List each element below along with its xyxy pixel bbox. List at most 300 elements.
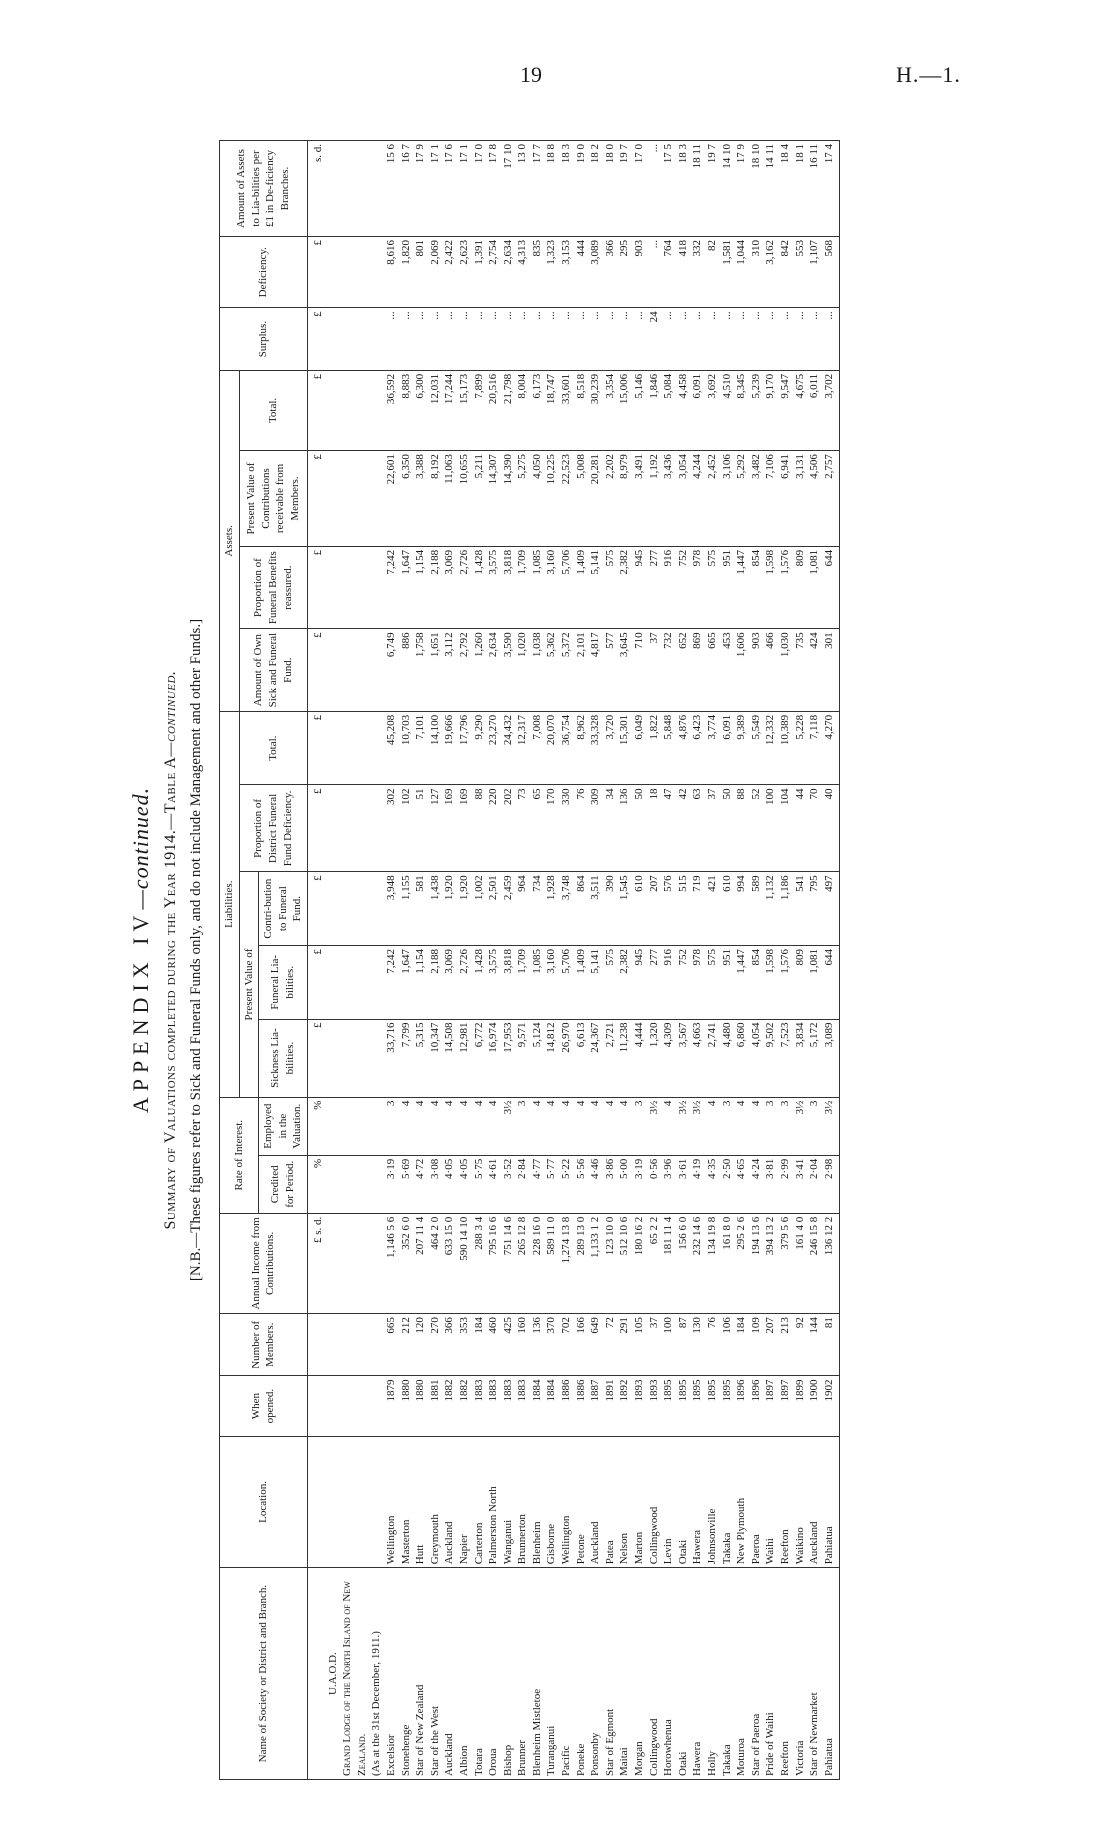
liabilities-total: 3,720: [603, 711, 618, 785]
deficiency: 4,313: [515, 237, 530, 308]
own-fund: 1,020: [515, 629, 530, 711]
own-fund: 869: [690, 629, 705, 711]
branch-name: Takaka: [720, 1568, 735, 1780]
location: Auckland: [442, 1436, 457, 1568]
own-fund: 37: [647, 629, 662, 711]
table-row: [647, 141, 662, 1780]
present-value-receivable: 3,106: [720, 451, 735, 547]
member-count: 270: [428, 1314, 443, 1376]
member-count: 291: [617, 1314, 632, 1376]
rate-credited: 4·72: [413, 1155, 428, 1213]
annual-income: 265 12 8: [515, 1213, 530, 1313]
present-value-receivable: 5,275: [515, 451, 530, 547]
assets-total: 20,516: [486, 370, 501, 450]
location: Waihi: [763, 1436, 778, 1568]
assets-total: 33,601: [559, 370, 574, 450]
member-count: 460: [486, 1314, 501, 1376]
liabilities-total: 19,666: [442, 711, 457, 785]
year-opened: 1896: [734, 1376, 749, 1436]
surplus: ...: [457, 308, 472, 370]
member-count: 649: [588, 1314, 603, 1376]
rate-credited: 4·35: [705, 1155, 720, 1213]
funeral-contribution: 421: [705, 872, 720, 946]
assets-per-pound: 18 1: [793, 141, 808, 237]
own-fund: 735: [793, 629, 808, 711]
surplus: ...: [763, 308, 778, 370]
table-row: [734, 141, 749, 1780]
rate-credited: 4·61: [486, 1155, 501, 1213]
assets-per-pound: 15 6: [384, 141, 399, 237]
rate-employed: 3½: [793, 1097, 808, 1155]
proportion-benefits: 5,141: [588, 546, 603, 628]
rate-employed: 4: [603, 1097, 618, 1155]
sickness-liabilities: 2,721: [603, 1019, 618, 1097]
location: Brunnerton: [515, 1436, 530, 1568]
proportion-benefits: 3,160: [544, 546, 559, 628]
member-count: 702: [559, 1314, 574, 1376]
table-body: [307, 141, 839, 1780]
branch-name: Turanganui: [544, 1568, 559, 1780]
location: Nelson: [617, 1436, 632, 1568]
location: New Plymouth: [734, 1436, 749, 1568]
district-deficiency: 169: [457, 785, 472, 872]
own-fund: 1,030: [778, 629, 793, 711]
branch-name: Star of Paeroa: [749, 1568, 764, 1780]
branch-name: Horowhenua: [661, 1568, 676, 1780]
liabilities-total: 5,848: [661, 711, 676, 785]
table-row: [720, 141, 735, 1780]
proportion-benefits: 3,069: [442, 546, 457, 628]
assets-total: 7,899: [472, 370, 487, 450]
district-deficiency: 76: [574, 785, 589, 872]
rate-credited: 3·86: [603, 1155, 618, 1213]
proportion-benefits: 644: [822, 546, 840, 628]
rate-employed: 3½: [822, 1097, 840, 1155]
rate-employed: 4: [705, 1097, 720, 1155]
year-opened: 1882: [442, 1376, 457, 1436]
assets-per-pound: 17 0: [472, 141, 487, 237]
own-fund: 5,362: [544, 629, 559, 711]
surplus: ...: [778, 308, 793, 370]
member-count: 106: [720, 1314, 735, 1376]
proportion-benefits: 916: [661, 546, 676, 628]
rate-credited: 2·84: [515, 1155, 530, 1213]
rate-employed: 4: [457, 1097, 472, 1155]
branch-name: Star of Egmont: [603, 1568, 618, 1780]
location: Collingwood: [647, 1436, 662, 1568]
member-count: 136: [530, 1314, 545, 1376]
branch-name: Moturoa: [734, 1568, 749, 1780]
table-row: [472, 141, 487, 1780]
liabilities-total: 6,423: [690, 711, 705, 785]
branch-name: Bishop: [501, 1568, 516, 1780]
own-fund: 1,038: [530, 629, 545, 711]
district-deficiency: 170: [544, 785, 559, 872]
liabilities-total: 4,270: [822, 711, 840, 785]
sickness-liabilities: 9,571: [515, 1019, 530, 1097]
funeral-liabilities: 1,081: [807, 945, 822, 1019]
own-fund: 301: [822, 629, 840, 711]
funeral-contribution: 2,459: [501, 872, 516, 946]
member-count: 184: [734, 1314, 749, 1376]
assets-per-pound: 17 0: [632, 141, 647, 237]
table-row: [413, 141, 428, 1780]
deficiency: 3,153: [559, 237, 574, 308]
liabilities-total: 45,208: [384, 711, 399, 785]
header-rate-credited: Credited for Period.: [259, 1155, 308, 1213]
liabilities-total: 9,290: [472, 711, 487, 785]
own-fund: 903: [749, 629, 764, 711]
table-row: [661, 141, 676, 1780]
annual-income: 161 4 0: [793, 1213, 808, 1313]
rate-employed: 4: [413, 1097, 428, 1155]
location: Napier: [457, 1436, 472, 1568]
assets-total: 9,170: [763, 370, 778, 450]
rate-credited: 4·19: [690, 1155, 705, 1213]
surplus: ...: [588, 308, 603, 370]
annual-income: 228 16 0: [530, 1213, 545, 1313]
assets-total: 12,031: [428, 370, 443, 450]
funeral-liabilities: 978: [690, 945, 705, 1019]
year-opened: 1896: [749, 1376, 764, 1436]
rate-employed: 4: [530, 1097, 545, 1155]
appendix-title: APPENDIX IV: [128, 909, 153, 1114]
header-members: Number of Members.: [220, 1314, 308, 1376]
member-count: 76: [705, 1314, 720, 1376]
annual-income: 512 10 6: [617, 1213, 632, 1313]
deficiency: 1,323: [544, 237, 559, 308]
own-fund: 453: [720, 629, 735, 711]
year-opened: 1897: [763, 1376, 778, 1436]
deficiency: 2,422: [442, 237, 457, 308]
surplus: ...: [632, 308, 647, 370]
sickness-liabilities: 14,812: [544, 1019, 559, 1097]
district-deficiency: 18: [647, 785, 662, 872]
member-count: 160: [515, 1314, 530, 1376]
rate-credited: 3·61: [676, 1155, 691, 1213]
proportion-benefits: 1,428: [472, 546, 487, 628]
surplus: ...: [501, 308, 516, 370]
own-fund: 1,260: [472, 629, 487, 711]
deficiency: 366: [603, 237, 618, 308]
section-row: [369, 141, 384, 1780]
note-line: [N.B.—These figures refer to Sick and Funeral Funds only, and do not include Management and other Funds.]: [188, 618, 204, 1282]
section-date: (As at the 31st December, 1911.): [369, 1568, 384, 1780]
annual-income: 123 10 0: [603, 1213, 618, 1313]
assets-per-pound: ...: [647, 141, 662, 237]
deficiency: 903: [632, 237, 647, 308]
rate-employed: 3: [632, 1097, 647, 1155]
assets-total: 15,006: [617, 370, 632, 450]
appendix-suffix: —continued.: [128, 786, 153, 910]
district-deficiency: 330: [559, 785, 574, 872]
assets-total: 3,692: [705, 370, 720, 450]
funeral-contribution: 1,002: [472, 872, 487, 946]
funeral-contribution: 589: [749, 872, 764, 946]
rate-employed: 4: [734, 1097, 749, 1155]
district-deficiency: 42: [676, 785, 691, 872]
table-row: [603, 141, 618, 1780]
deficiency: 444: [574, 237, 589, 308]
present-value-receivable: 6,941: [778, 451, 793, 547]
rate-credited: 2·99: [778, 1155, 793, 1213]
deficiency: 3,162: [763, 237, 778, 308]
header-funeral: Funeral Lia-bilities.: [259, 945, 308, 1019]
branch-name: Ponsonby: [588, 1568, 603, 1780]
header-sickness: Sickness Lia-bilities.: [259, 1019, 308, 1097]
district-deficiency: 63: [690, 785, 705, 872]
table-row: [515, 141, 530, 1780]
funeral-liabilities: 2,382: [617, 945, 632, 1019]
funeral-liabilities: 7,242: [384, 945, 399, 1019]
annual-income: 134 19 8: [705, 1213, 720, 1313]
deficiency: 568: [822, 237, 840, 308]
district-deficiency: 34: [603, 785, 618, 872]
surplus: ...: [384, 308, 399, 370]
table-row: [749, 141, 764, 1780]
proportion-benefits: 3,818: [501, 546, 516, 628]
rate-employed: 4: [486, 1097, 501, 1155]
own-fund: 3,590: [501, 629, 516, 711]
annual-income: 246 15 8: [807, 1213, 822, 1313]
assets-total: 5,084: [661, 370, 676, 450]
own-fund: 424: [807, 629, 822, 711]
header-present-value: Present Value of: [239, 872, 259, 1097]
surplus: ...: [734, 308, 749, 370]
member-count: 120: [413, 1314, 428, 1376]
header-district-deficiency: Proportion of District Funeral Fund Deficiency.: [239, 785, 307, 872]
own-fund: 2,792: [457, 629, 472, 711]
header-location: Location.: [220, 1436, 308, 1568]
liabilities-total: 7,008: [530, 711, 545, 785]
rate-employed: 4: [472, 1097, 487, 1155]
sickness-liabilities: 6,772: [472, 1019, 487, 1097]
own-fund: 466: [763, 629, 778, 711]
rate-credited: 3·19: [384, 1155, 399, 1213]
proportion-benefits: 951: [720, 546, 735, 628]
unit-cell: £: [307, 711, 325, 785]
table-row: [399, 141, 414, 1780]
funeral-liabilities: 854: [749, 945, 764, 1019]
table-row: [632, 141, 647, 1780]
header-row-1: [220, 141, 240, 1780]
district-deficiency: 52: [749, 785, 764, 872]
sickness-liabilities: 5,172: [807, 1019, 822, 1097]
units-row: [307, 141, 325, 1780]
annual-income: 65 2 2: [647, 1213, 662, 1313]
liabilities-total: 24,432: [501, 711, 516, 785]
sickness-liabilities: 12,981: [457, 1019, 472, 1097]
proportion-benefits: 7,242: [384, 546, 399, 628]
assets-total: 6,300: [413, 370, 428, 450]
member-count: 370: [544, 1314, 559, 1376]
location: Petone: [574, 1436, 589, 1568]
year-opened: 1893: [632, 1376, 647, 1436]
location: Hawera: [690, 1436, 705, 1568]
header-assets-per-pound: Amount of Assets to Lia-bilities per £1 in De-ficiency Branches.: [220, 141, 308, 237]
assets-per-pound: 17 6: [442, 141, 457, 237]
annual-income: 394 13 2: [763, 1213, 778, 1313]
unit-cell: £: [307, 370, 325, 450]
assets-per-pound: 14 10: [720, 141, 735, 237]
rate-credited: 3·41: [793, 1155, 808, 1213]
rate-credited: 2·98: [822, 1155, 840, 1213]
unit-cell: £: [307, 451, 325, 547]
branch-name: Excelsior: [384, 1568, 399, 1780]
proportion-benefits: 575: [705, 546, 720, 628]
present-value-receivable: 2,757: [822, 451, 840, 547]
branch-name: Victoria: [793, 1568, 808, 1780]
annual-income: 232 14 6: [690, 1213, 705, 1313]
branch-name: Star of Newmarket: [807, 1568, 822, 1780]
assets-total: 3,702: [822, 370, 840, 450]
surplus: ...: [676, 308, 691, 370]
assets-per-pound: 16 7: [399, 141, 414, 237]
district-deficiency: 220: [486, 785, 501, 872]
funeral-liabilities: 2,726: [457, 945, 472, 1019]
district-deficiency: 127: [428, 785, 443, 872]
funeral-contribution: 1,920: [442, 872, 457, 946]
assets-total: 18,747: [544, 370, 559, 450]
present-value-receivable: 20,281: [588, 451, 603, 547]
present-value-receivable: 3,388: [413, 451, 428, 547]
funeral-liabilities: 945: [632, 945, 647, 1019]
funeral-liabilities: 1,576: [778, 945, 793, 1019]
rate-employed: 3: [515, 1097, 530, 1155]
present-value-receivable: 5,292: [734, 451, 749, 547]
assets-total: 5,239: [749, 370, 764, 450]
sickness-liabilities: 9,502: [763, 1019, 778, 1097]
own-fund: 3,645: [617, 629, 632, 711]
member-count: 130: [690, 1314, 705, 1376]
branch-name: Poneke: [574, 1568, 589, 1780]
deficiency: 835: [530, 237, 545, 308]
branch-name: Star of New Zealand: [413, 1568, 428, 1780]
assets-total: 9,547: [778, 370, 793, 450]
assets-total: 30,239: [588, 370, 603, 450]
table-row: [501, 141, 516, 1780]
surplus: ...: [413, 308, 428, 370]
member-count: 212: [399, 1314, 414, 1376]
header-contribution: Contri-bution to Funeral Fund.: [259, 872, 308, 946]
funeral-liabilities: 3,069: [442, 945, 457, 1019]
member-count: 81: [822, 1314, 840, 1376]
own-fund: 665: [705, 629, 720, 711]
unit-cell: £: [307, 629, 325, 711]
location: Carterton: [472, 1436, 487, 1568]
funeral-contribution: 541: [793, 872, 808, 946]
district-deficiency: 51: [413, 785, 428, 872]
header-opened: When opened.: [220, 1376, 308, 1436]
branch-name: Morgan: [632, 1568, 647, 1780]
page-number: 19: [520, 62, 542, 87]
location: Paeroa: [749, 1436, 764, 1568]
funeral-liabilities: 3,160: [544, 945, 559, 1019]
assets-per-pound: 17 4: [822, 141, 840, 237]
deficiency: 2,754: [486, 237, 501, 308]
rate-credited: 5·77: [544, 1155, 559, 1213]
year-opened: 1899: [793, 1376, 808, 1436]
year-opened: 1895: [676, 1376, 691, 1436]
member-count: 109: [749, 1314, 764, 1376]
own-fund: 652: [676, 629, 691, 711]
liabilities-total: 10,389: [778, 711, 793, 785]
annual-income: 295 2 6: [734, 1213, 749, 1313]
liabilities-total: 6,049: [632, 711, 647, 785]
header-rate-group: Rate of Interest.: [220, 1097, 259, 1213]
annual-income: 181 11 4: [661, 1213, 676, 1313]
branch-name: Totara: [472, 1568, 487, 1780]
proportion-benefits: 2,726: [457, 546, 472, 628]
proportion-benefits: 1,154: [413, 546, 428, 628]
liabilities-total: 7,118: [807, 711, 822, 785]
rate-credited: 4·65: [734, 1155, 749, 1213]
annual-income: 194 13 6: [749, 1213, 764, 1313]
year-opened: 1895: [720, 1376, 735, 1436]
assets-total: 1,846: [647, 370, 662, 450]
district-deficiency: 302: [384, 785, 399, 872]
present-value-receivable: 8,979: [617, 451, 632, 547]
present-value-receivable: 8,192: [428, 451, 443, 547]
document-reference: H.—1.: [896, 62, 961, 87]
funeral-liabilities: 1,709: [515, 945, 530, 1019]
liabilities-total: 7,101: [413, 711, 428, 785]
table-row: [690, 141, 705, 1780]
unit-cell: [307, 1314, 325, 1376]
unit-cell: %: [307, 1097, 325, 1155]
table-row: [428, 141, 443, 1780]
year-opened: 1893: [647, 1376, 662, 1436]
location: Blenheim: [530, 1436, 545, 1568]
surplus: 24: [647, 308, 662, 370]
present-value-receivable: 7,106: [763, 451, 778, 547]
assets-total: 4,458: [676, 370, 691, 450]
surplus: ...: [559, 308, 574, 370]
present-value-receivable: 4,050: [530, 451, 545, 547]
assets-total: 36,592: [384, 370, 399, 450]
member-count: 425: [501, 1314, 516, 1376]
funeral-contribution: 207: [647, 872, 662, 946]
annual-income: 207 11 4: [413, 1213, 428, 1313]
unit-cell: £: [307, 945, 325, 1019]
funeral-contribution: 3,511: [588, 872, 603, 946]
surplus: ...: [428, 308, 443, 370]
own-fund: 1,606: [734, 629, 749, 711]
assets-per-pound: 14 11: [763, 141, 778, 237]
assets-total: 3,354: [603, 370, 618, 450]
assets-per-pound: 17 9: [734, 141, 749, 237]
annual-income: 633 15 0: [442, 1213, 457, 1313]
surplus: ...: [617, 308, 632, 370]
deficiency: 2,623: [457, 237, 472, 308]
district-deficiency: 309: [588, 785, 603, 872]
annual-income: 352 6 0: [399, 1213, 414, 1313]
funeral-liabilities: 1,428: [472, 945, 487, 1019]
liabilities-total: 20,070: [544, 711, 559, 785]
assets-per-pound: 17 8: [486, 141, 501, 237]
assets-total: 8,883: [399, 370, 414, 450]
liabilities-total: 15,301: [617, 711, 632, 785]
liabilities-total: 6,091: [720, 711, 735, 785]
district-deficiency: 50: [632, 785, 647, 872]
liabilities-total: 12,332: [763, 711, 778, 785]
annual-income: 156 6 0: [676, 1213, 691, 1313]
year-opened: 1884: [530, 1376, 545, 1436]
funeral-liabilities: 1,447: [734, 945, 749, 1019]
own-fund: 2,101: [574, 629, 589, 711]
proportion-benefits: 1,709: [515, 546, 530, 628]
surplus: ...: [705, 308, 720, 370]
